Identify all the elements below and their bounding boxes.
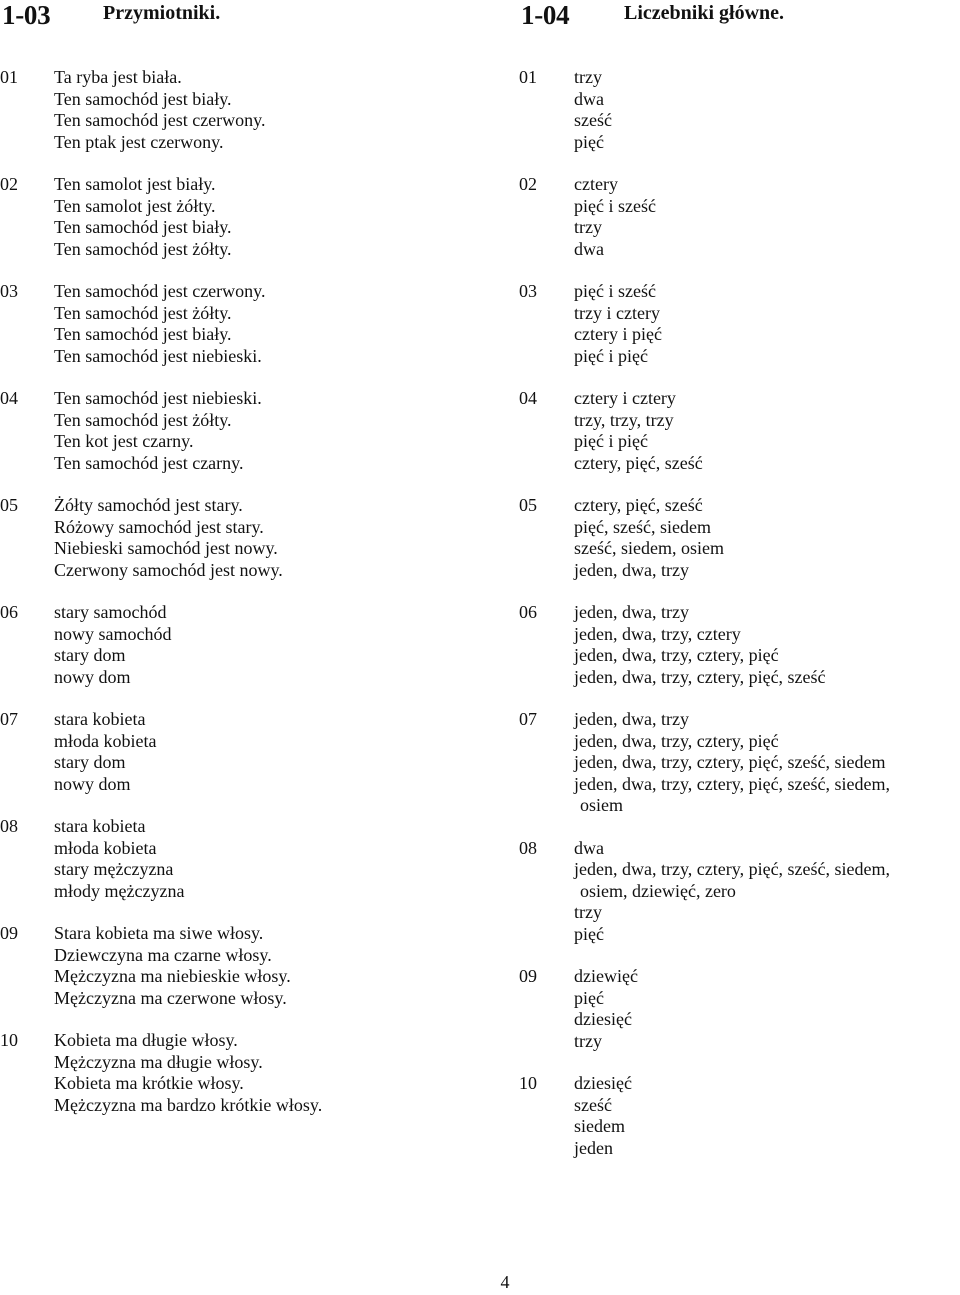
exercise-line: pięć [574, 923, 604, 944]
exercise-number: 05 [519, 495, 537, 515]
exercise-number: 09 [519, 966, 537, 986]
exercise-number: 10 [0, 1030, 18, 1050]
exercise-line: pięć i sześć [574, 195, 656, 216]
exercise-number: 09 [0, 923, 18, 943]
exercise-line: Ten samochód jest biały. [54, 217, 232, 237]
exercise-list [519, 67, 959, 1180]
exercise-line: jeden, dwa, trzy [574, 602, 689, 622]
exercise-lines [574, 281, 959, 367]
exercise-lines [54, 602, 470, 688]
exercise-line: Dziewczyna ma czarne włosy. [54, 944, 272, 965]
exercise-line: jeden, dwa, trzy, cztery, pięć, sześć, siedem, [574, 773, 891, 794]
exercise-line: Ten samochód jest czarny. [54, 452, 244, 473]
exercise-line: trzy, trzy, trzy [574, 409, 674, 430]
exercise-10 [0, 1030, 470, 1116]
exercise-line: pięć [574, 131, 604, 152]
exercise-lines [54, 709, 470, 795]
exercise-02 [0, 174, 470, 260]
exercise-line: pięć i sześć [574, 281, 656, 301]
exercise-line: Stara kobieta ma siwe włosy. [54, 923, 264, 943]
exercise-09 [519, 966, 959, 1052]
exercise-line: stary mężczyzna [54, 859, 174, 879]
exercise-line: stara kobieta [54, 709, 146, 729]
exercise-line: Czerwony samochód jest nowy. [54, 559, 283, 580]
exercise-line: Ten kot jest czarny. [54, 431, 194, 451]
exercise-line: Ten samochód jest żółty. [54, 302, 232, 323]
exercise-line: trzy [574, 217, 602, 237]
exercise-line: Ten samochód jest niebieski. [54, 345, 262, 366]
exercise-lines [54, 495, 470, 581]
exercise-08 [519, 838, 959, 946]
exercise-lines [574, 67, 959, 153]
exercise-line: nowy dom [54, 666, 131, 687]
exercise-line: Mężczyzna ma długie włosy. [54, 1051, 263, 1072]
exercise-line: Ta ryba jest biała. [54, 67, 182, 87]
exercise-number: 01 [519, 67, 537, 87]
exercise-line: jeden, dwa, trzy [574, 709, 689, 729]
exercise-line: osiem [580, 795, 623, 815]
exercise-line: Ten ptak jest czerwony. [54, 131, 224, 152]
exercise-line: trzy [574, 67, 602, 87]
exercise-line: Ten samochód jest biały. [54, 88, 232, 109]
exercise-04 [0, 388, 470, 474]
exercise-line: sześć [574, 110, 612, 130]
exercise-line: pięć, sześć, siedem [574, 516, 711, 537]
exercise-number: 08 [519, 837, 537, 858]
exercise-line: cztery i pięć [574, 324, 662, 344]
exercise-line: nowy samochód [54, 623, 172, 644]
exercise-number: 03 [0, 281, 18, 301]
exercise-10 [519, 1073, 959, 1159]
exercise-lines [574, 838, 959, 946]
lesson-header [519, 0, 959, 30]
exercise-line: jeden, dwa, trzy, cztery, pięć, sześć, siedem [574, 752, 886, 772]
exercise-number: 04 [0, 388, 18, 408]
exercise-number: 07 [0, 709, 18, 729]
exercise-line: dwa [574, 88, 604, 109]
exercise-number: 03 [519, 281, 537, 301]
lesson-header [0, 0, 470, 30]
exercise-line: nowy dom [54, 773, 131, 794]
exercise-lines [54, 923, 470, 1009]
exercise-07 [519, 709, 959, 817]
exercise-line: cztery i cztery [574, 388, 676, 408]
exercise-number: 06 [0, 602, 18, 622]
lesson-1-03-column [0, 0, 470, 1115]
exercise-line: młoda kobieta [54, 837, 157, 858]
exercise-line: trzy i cztery [574, 302, 660, 323]
exercise-03 [0, 281, 470, 367]
exercise-line: Kobieta ma długie włosy. [54, 1030, 238, 1050]
lesson-code: 1-03 [2, 0, 51, 30]
exercise-lines [574, 174, 959, 260]
exercise-number: 08 [0, 816, 18, 836]
exercise-line: stary dom [54, 752, 126, 772]
exercise-line: sześć [574, 1094, 612, 1115]
exercise-03 [519, 281, 959, 367]
exercise-line: Niebieski samochód jest nowy. [54, 538, 278, 558]
exercise-line: młoda kobieta [54, 730, 157, 751]
exercise-list [0, 67, 470, 1137]
exercise-05 [0, 495, 470, 581]
exercise-line: Różowy samochód jest stary. [54, 516, 264, 537]
exercise-lines [54, 1030, 470, 1116]
exercise-line: jeden, dwa, trzy, cztery [574, 623, 741, 644]
exercise-lines [54, 816, 470, 902]
exercise-lines [574, 602, 959, 688]
exercise-line: trzy [574, 902, 602, 922]
lesson-title: Liczebniki główne. [624, 2, 785, 24]
exercise-lines [54, 281, 470, 367]
exercise-lines [54, 67, 470, 153]
exercise-number: 06 [519, 602, 537, 622]
exercise-line: Ten samochód jest żółty. [54, 238, 232, 259]
exercise-line: Ten samochód jest biały. [54, 324, 232, 344]
lesson-1-04-column [519, 0, 959, 1158]
exercise-lines [574, 966, 959, 1052]
exercise-number: 05 [0, 495, 18, 515]
exercise-line: jeden, dwa, trzy, cztery, pięć [574, 730, 779, 751]
exercise-06 [0, 602, 470, 688]
exercise-lines [574, 709, 959, 817]
lesson-code: 1-04 [521, 0, 570, 30]
exercise-lines [54, 388, 470, 474]
exercise-line: cztery, pięć, sześć [574, 495, 703, 515]
exercise-line: Ten samochód jest czerwony. [54, 110, 266, 130]
exercise-line: siedem [574, 1116, 625, 1136]
exercise-line: Ten samolot jest żółty. [54, 195, 216, 216]
exercise-01 [0, 67, 470, 153]
exercise-line: stary dom [54, 645, 126, 665]
lesson-title: Przymiotniki. [103, 2, 221, 24]
exercise-line: Ten samolot jest biały. [54, 174, 216, 194]
exercise-line: dwa [574, 837, 604, 858]
exercise-line: dziewięć [574, 966, 638, 986]
exercise-01 [519, 67, 959, 153]
exercise-line: Ten samochód jest niebieski. [54, 388, 262, 408]
exercise-number: 07 [519, 709, 537, 729]
exercise-line: Kobieta ma krótkie włosy. [54, 1073, 244, 1093]
exercise-05 [519, 495, 959, 581]
exercise-line: Ten samochód jest czerwony. [54, 281, 266, 301]
exercise-lines [574, 388, 959, 474]
exercise-line: sześć, siedem, osiem [574, 538, 724, 558]
exercise-line: jeden, dwa, trzy [574, 559, 689, 580]
exercise-line: osiem, dziewięć, zero [580, 880, 736, 901]
exercise-line: jeden, dwa, trzy, cztery, pięć, sześć [574, 666, 826, 687]
exercise-09 [0, 923, 470, 1009]
exercise-line: cztery [574, 174, 618, 194]
exercise-number: 10 [519, 1073, 537, 1093]
exercise-02 [519, 174, 959, 260]
exercise-number: 02 [0, 174, 18, 194]
page-number: 4 [500, 1272, 510, 1292]
exercise-line: stary samochód [54, 602, 167, 622]
exercise-line: Żółty samochód jest stary. [54, 495, 243, 515]
exercise-08 [0, 816, 470, 902]
exercise-line: stara kobieta [54, 816, 146, 836]
exercise-line: jeden, dwa, trzy, cztery, pięć, sześć, siedem, [574, 859, 891, 879]
exercise-line: pięć [574, 987, 604, 1008]
exercise-line: młody mężczyzna [54, 880, 185, 901]
exercise-04 [519, 388, 959, 474]
exercise-line: jeden [574, 1137, 613, 1158]
exercise-line: Mężczyzna ma niebieskie włosy. [54, 966, 291, 986]
exercise-lines [574, 1073, 959, 1159]
exercise-line: dwa [574, 238, 604, 259]
exercise-line: Ten samochód jest żółty. [54, 409, 232, 430]
exercise-line: pięć i pięć [574, 431, 648, 451]
exercise-line: jeden, dwa, trzy, cztery, pięć [574, 645, 779, 665]
exercise-line: trzy [574, 1030, 602, 1051]
exercise-number: 04 [519, 388, 537, 408]
exercise-07 [0, 709, 470, 795]
exercise-line: Mężczyzna ma czerwone włosy. [54, 987, 287, 1008]
exercise-line: cztery, pięć, sześć [574, 452, 703, 473]
exercise-lines [574, 495, 959, 581]
exercise-number: 02 [519, 174, 537, 194]
exercise-06 [519, 602, 959, 688]
exercise-line: pięć i pięć [574, 345, 648, 366]
exercise-line: dziesięć [574, 1009, 632, 1029]
exercise-line: dziesięć [574, 1073, 632, 1093]
exercise-line: Mężczyzna ma bardzo krótkie włosy. [54, 1094, 323, 1115]
exercise-lines [54, 174, 470, 260]
exercise-number: 01 [0, 67, 18, 87]
